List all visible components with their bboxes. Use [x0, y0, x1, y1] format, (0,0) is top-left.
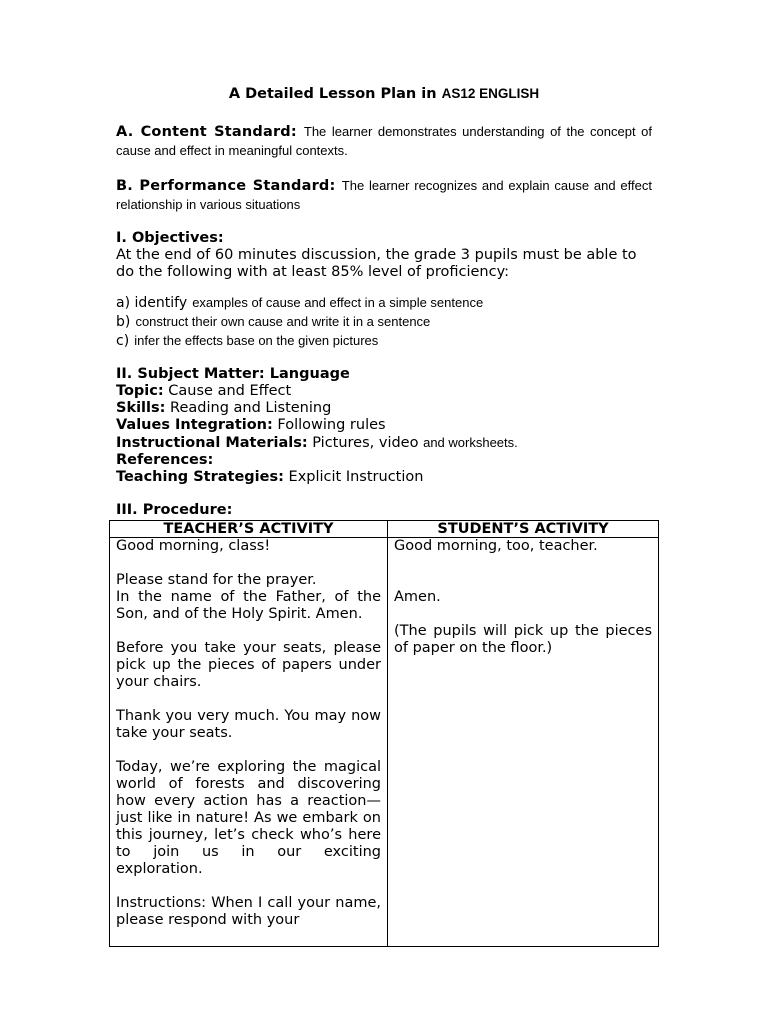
- skills-line: Skills: Reading and Listening: [116, 400, 332, 416]
- teacher-line: In the name of the Father, of the Son, and of the Holy Spirit. Amen.: [116, 589, 381, 622]
- objectives-heading: I. Objectives:: [116, 230, 224, 246]
- topic-line: Topic: Cause and Effect: [116, 383, 292, 399]
- performance-standard-text: The learner recognizes and explain cause and effect relationship in various situations: [116, 178, 652, 212]
- objective-item: a) identify examples of cause and effect in a simple sentence: [116, 295, 484, 311]
- subject-matter: [116, 366, 652, 486]
- title-subject: AS12 ENGLISH: [441, 86, 540, 101]
- performance-standard-label: B. Performance Standard:: [116, 178, 336, 194]
- teacher-activity-header: TEACHER’S ACTIVITY: [110, 521, 388, 538]
- student-activity-header: STUDENT’S ACTIVITY: [388, 521, 659, 538]
- table-row: [110, 538, 659, 947]
- materials-line: Instructional Materials: Pictures, video and worksheets.: [116, 435, 518, 451]
- objectives-intro: At the end of 60 minutes discussion, the grade 3 pupils must be able to do the following with at least 85% level of proficiency:: [116, 247, 637, 280]
- values-line: Values Integration: Following rules: [116, 417, 386, 433]
- teacher-line: Today, we’re exploring the magical world of forests and discovering how every action has a reaction—just like in nature! As we embark on this journey, let’s check who’s here to join us in our exciting exploration.: [116, 759, 381, 877]
- procedure-heading: III. Procedure:: [116, 502, 233, 518]
- student-activity-cell: [388, 538, 659, 947]
- objectives-list: [116, 293, 652, 350]
- teacher-line: Good morning, class!: [116, 538, 271, 554]
- objective-item: b) construct their own cause and write it in a sentence: [116, 314, 431, 330]
- teacher-activity-cell: [110, 538, 388, 947]
- teacher-line: Thank you very much. You may now take your seats.: [116, 708, 381, 741]
- lesson-plan-page: [116, 86, 652, 519]
- references-line: References:: [116, 452, 214, 468]
- student-line: (The pupils will pick up the pieces of paper on the floor.): [394, 623, 652, 656]
- objective-item: c) infer the effects base on the given pictures: [116, 333, 379, 349]
- teacher-line: Please stand for the prayer.: [116, 572, 317, 588]
- teacher-line: Instructions: When I call your name, please respond with your: [116, 895, 381, 928]
- student-line: Good morning, too, teacher.: [394, 538, 598, 554]
- title-main: A Detailed Lesson Plan in: [228, 86, 437, 102]
- content-standard-label: A. Content Standard:: [116, 124, 297, 140]
- procedure-table: [109, 520, 659, 947]
- content-standard: [116, 122, 652, 160]
- teacher-line: Before you take your seats, please pick up the pieces of papers under your chairs.: [116, 640, 381, 690]
- strategies-line: Teaching Strategies: Explicit Instruction: [116, 469, 424, 485]
- document-title: [116, 86, 652, 102]
- performance-standard: [116, 176, 652, 214]
- student-line: Amen.: [394, 589, 441, 605]
- content-standard-text: The learner demonstrates understanding of the concept of cause and effect in meaningful contexts.: [116, 124, 652, 158]
- subject-matter-heading: II. Subject Matter: Language: [116, 366, 350, 382]
